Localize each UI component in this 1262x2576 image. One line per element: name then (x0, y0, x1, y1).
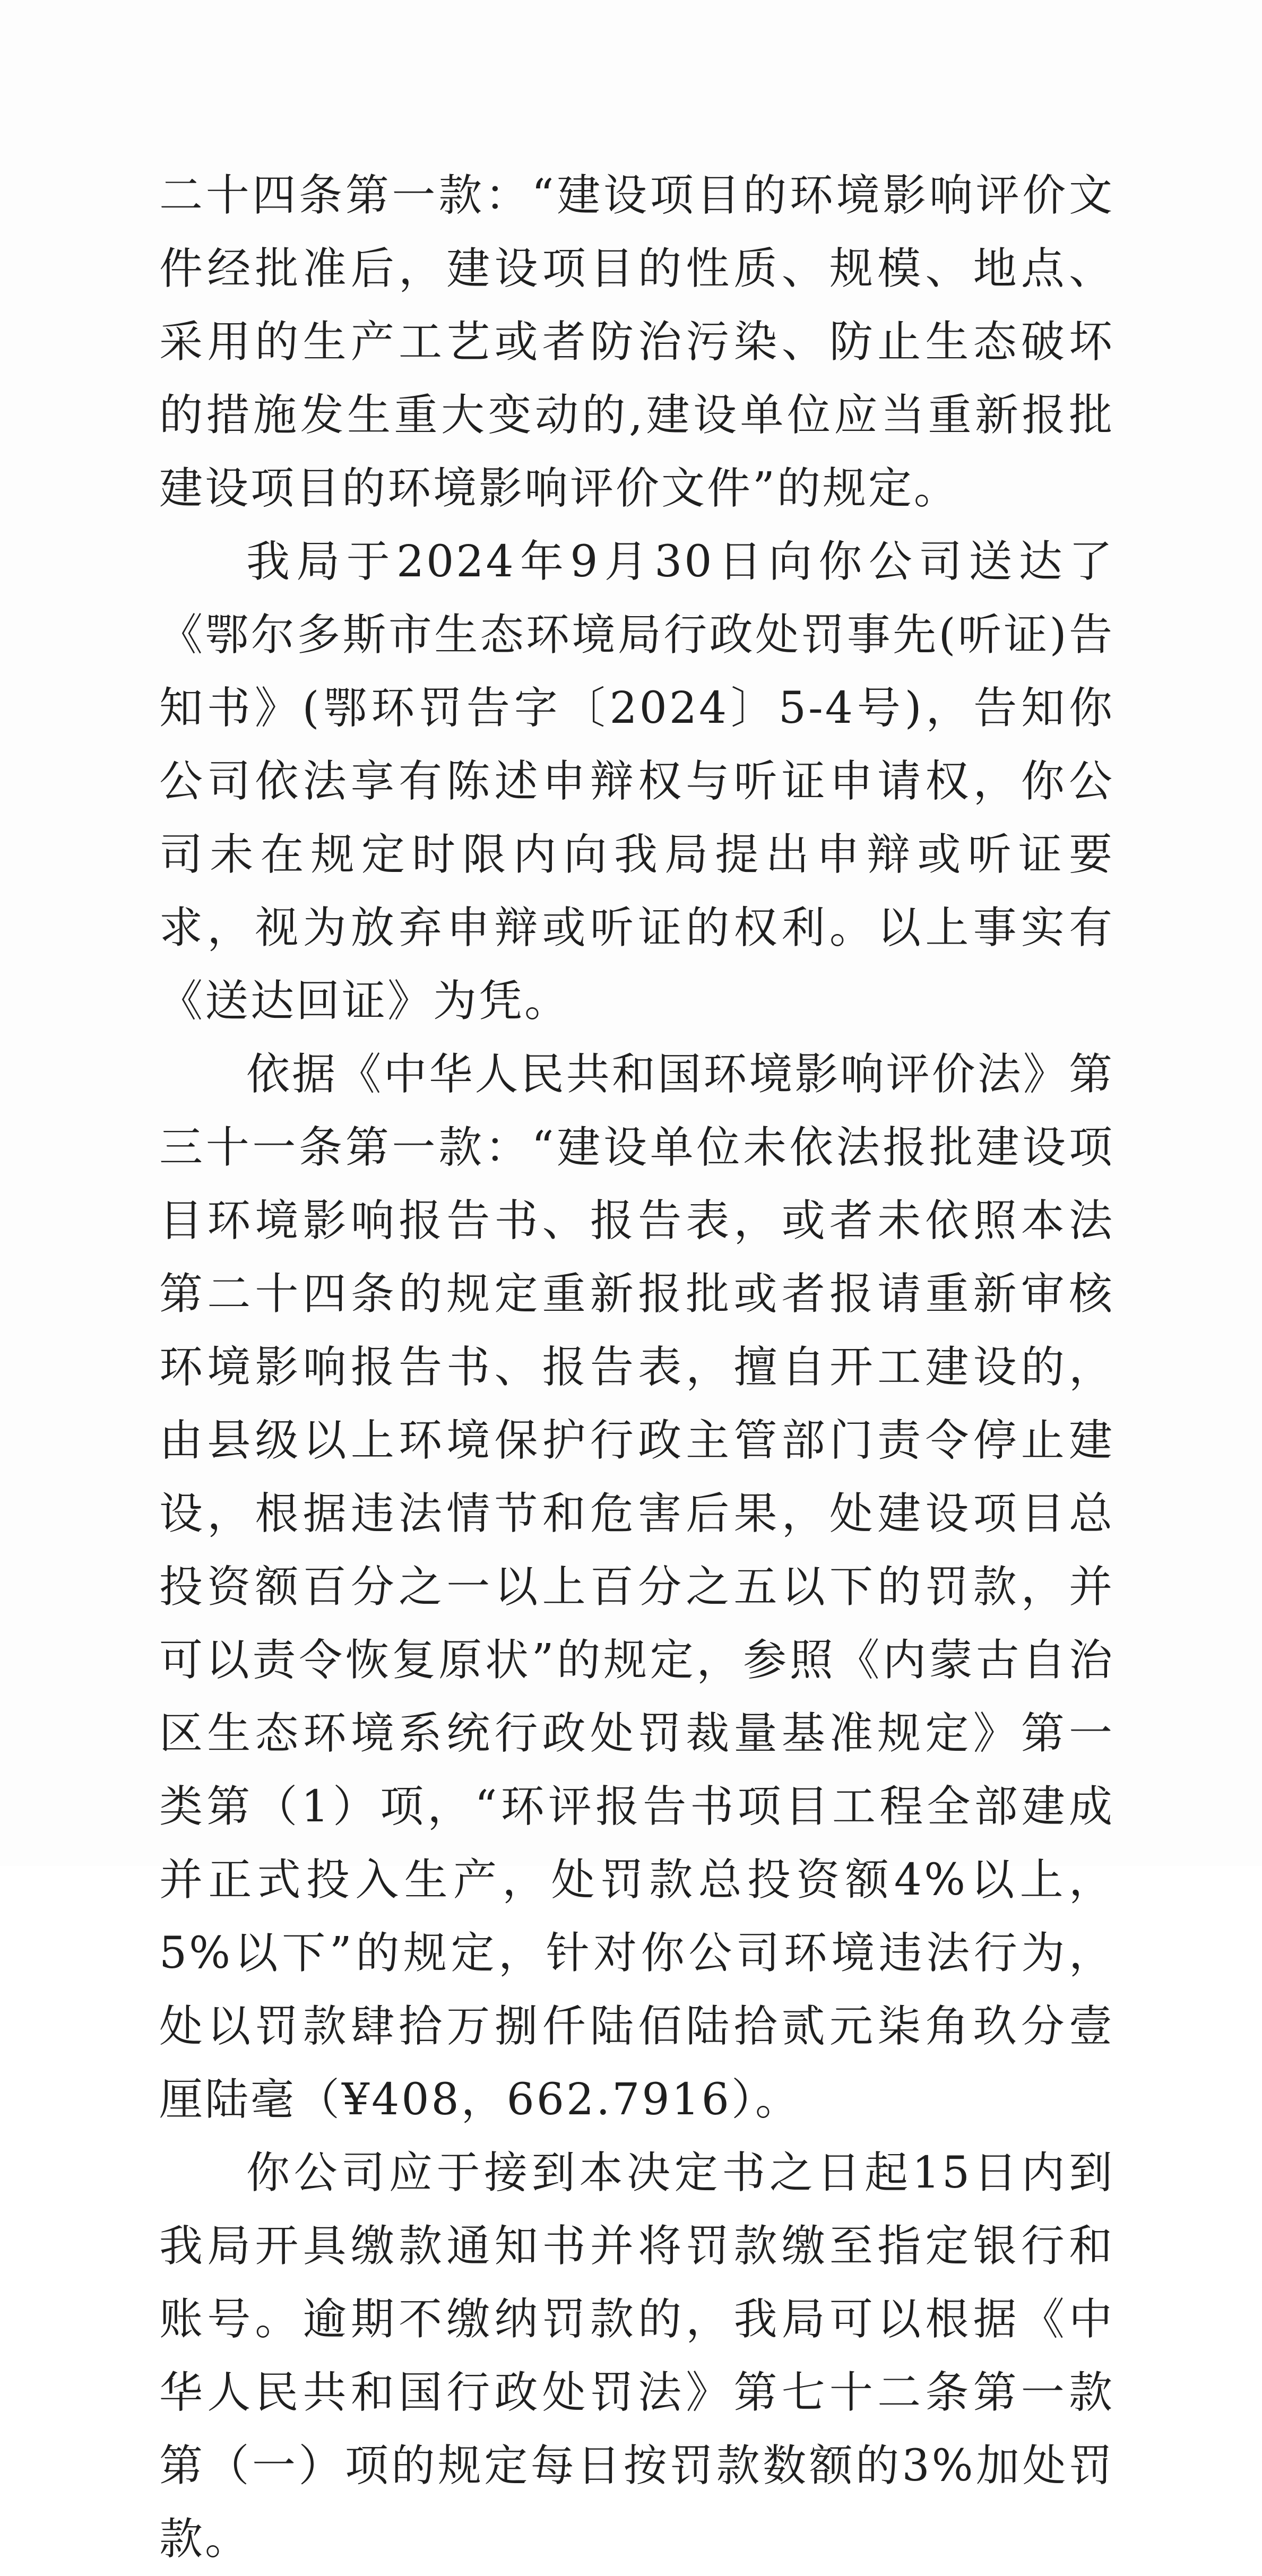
paragraph-penalty-basis: 依据《中华人民共和国环境影响评价法》第三十一条第一款：“建设单位未依法报批建设项目环境影响报告书、报告表，或者未依照本法第二十四条的规定重新报批或者报请重新审核环境影响报告书、报告表，擅自开工建设的，由县级以上环境保护行政主管部门责令停止建设，根据违法情节和危害后果，处建设项目总投资额百分之一以上百分之五以下的罚款，并可以责令恢复原状”的规定，参照《内蒙古自治区生态环境系统行政处罚裁量基准规定》第一类第（1）项，“环评报告书项目工程全部建成并正式投入生产，处罚款总投资额4%以上，5%以下”的规定，针对你公司环境违法行为，处以罚款肆拾万捌仟陆佰陆拾贰元柒角玖分壹厘陆毫（¥408，662.7916）。 (159, 1049, 1114, 2125)
paragraph-eia-article-24: 二十四条第一款：“建设项目的环境影响评价文件经批准后，建设项目的性质、规模、地点、采用的生产工艺或者防治污染、防止生态破坏的措施发生重大变动的,建设单位应当重新报批建设项目的环境影响评价文件”的规定。 (159, 170, 1114, 514)
document-body (159, 159, 1114, 2576)
paragraph-notice-delivered: 我局于2024年9月30日向你公司送达了《鄂尔多斯市生态环境局行政处罚事先(听证)告知书》(鄂环罚告字〔2024〕5-4号)，告知你公司依法享有陈述申辩权与听证申请权，你公司未在规定时限内向我局提出申辩或听证要求，视为放弃申辩或听证的权利。以上事实有《送达回证》为凭。 (159, 537, 1114, 1026)
paragraph-payment-instructions: 你公司应于接到本决定书之日起15日内到我局开具缴款通知书并将罚款缴至指定银行和账号。逾期不缴纳罚款的，我局可以根据《中华人民共和国行政处罚法》第七十二条第一款第（一）项的规定每日按罚款数额的3%加处罚款。 (159, 2148, 1114, 2564)
